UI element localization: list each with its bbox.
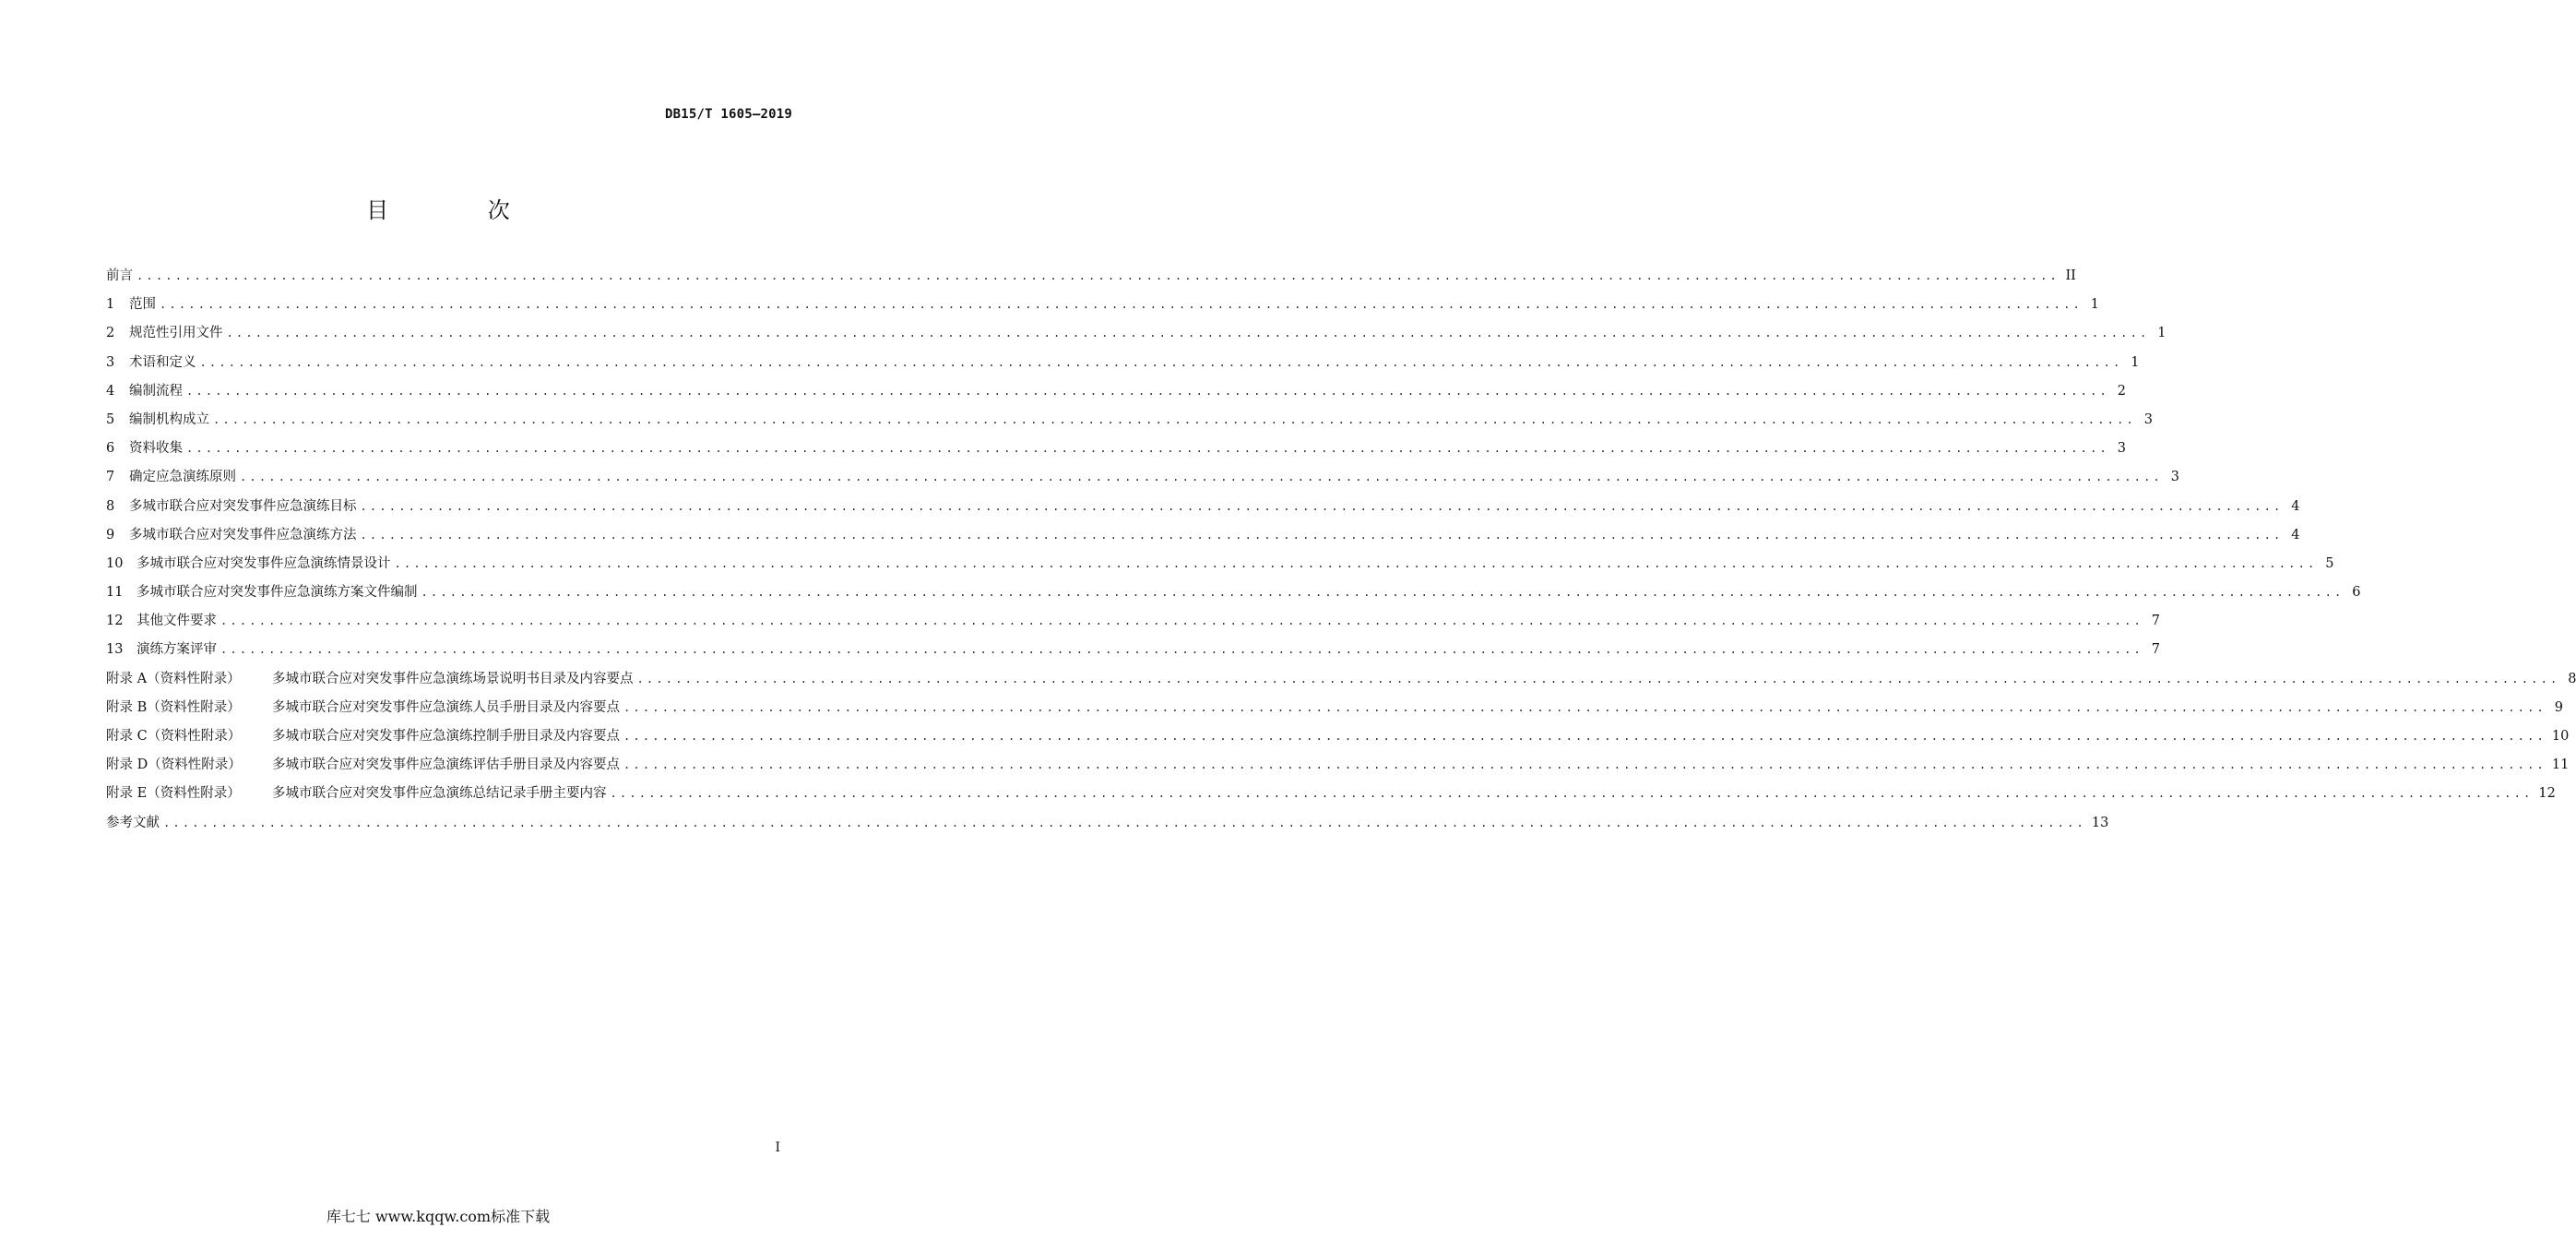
- toc-entry-heading: [106, 782, 607, 802]
- toc-section-number: 10: [106, 555, 124, 571]
- toc-page-number: 3: [2170, 470, 2179, 485]
- toc-leader-dots: ........................................................................................................................................................................................................: [240, 471, 2163, 484]
- toc-entry-title: 多城市联合应对突发事件应急演练方案文件编制: [137, 585, 418, 601]
- toc-section-number: 6: [106, 441, 115, 457]
- toc-entry[interactable]: [106, 668, 2576, 697]
- toc-leader-dots: ........................................................................................................................................................................................................: [226, 327, 2150, 340]
- toc-page-number: 6: [2352, 585, 2361, 601]
- toc-page-number: II: [2065, 268, 2076, 283]
- toc-entry[interactable]: [106, 725, 2570, 754]
- toc-leader-dots: ........................................................................................................................................................................................................: [220, 614, 2143, 628]
- toc-entry-title: 多城市联合应对突发事件应急演练总结记录手册主要内容: [272, 786, 607, 802]
- toc-section-number: 1: [106, 297, 115, 313]
- toc-entry-heading: [106, 352, 196, 371]
- toc-entry-heading: [106, 668, 634, 687]
- toc-entry[interactable]: [106, 697, 2563, 725]
- toc-entry[interactable]: [106, 610, 2160, 638]
- toc-section-number: 2: [106, 326, 115, 341]
- toc-section-number: 11: [106, 585, 124, 601]
- toc-leader-dots: ........................................................................................................................................................................................................: [199, 355, 2123, 369]
- toc-section-number: 12: [106, 614, 124, 629]
- toc-page-number: 3: [2117, 441, 2126, 457]
- table-of-contents: [106, 265, 2576, 841]
- toc-entry[interactable]: [106, 812, 2109, 841]
- toc-leader-dots: ........................................................................................................................................................................................................: [421, 586, 2345, 600]
- toc-entry-heading: [106, 409, 209, 428]
- toc-entry-heading: [106, 380, 183, 399]
- toc-entry-title: 多城市联合应对突发事件应急演练控制手册目录及内容要点: [272, 729, 620, 744]
- toc-entry-heading: [106, 697, 620, 716]
- toc-entry-title: 参考文献: [106, 815, 160, 830]
- toc-entry[interactable]: [106, 553, 2334, 581]
- toc-entry-heading: [106, 495, 357, 515]
- toc-page-number: 9: [2554, 699, 2563, 715]
- toc-entry[interactable]: [106, 782, 2556, 811]
- toc-entry[interactable]: [106, 293, 2099, 322]
- toc-entry-heading: [106, 265, 133, 284]
- toc-entry-title: 编制机构成立: [129, 411, 209, 427]
- toc-leader-dots: ........................................................................................................................................................................................................: [160, 298, 2083, 312]
- toc-entry-title: 多城市联合应对突发事件应急演练人员手册目录及内容要点: [272, 699, 620, 715]
- toc-section-number: 9: [106, 527, 115, 542]
- toc-leader-dots: ........................................................................................................................................................................................................: [220, 643, 2143, 657]
- toc-appendix-label: 附录 B（资料性附录）: [106, 699, 241, 715]
- toc-entry-heading: [106, 466, 236, 485]
- toc-leader-dots: ........................................................................................................................................................................................................: [610, 787, 2534, 801]
- toc-entry-title: 规范性引用文件: [129, 326, 223, 341]
- toc-entry[interactable]: [106, 380, 2126, 409]
- toc-page-number: 7: [2151, 642, 2160, 658]
- toc-leader-dots: ........................................................................................................................................................................................................: [623, 700, 2546, 714]
- toc-page-number: 11: [2551, 757, 2570, 773]
- toc-entry[interactable]: [106, 437, 2126, 466]
- toc-entry-title: 演练方案评审: [137, 642, 217, 658]
- toc-leader-dots: ........................................................................................................................................................................................................: [623, 730, 2546, 743]
- toc-leader-dots: ........................................................................................................................................................................................................: [163, 816, 2086, 829]
- toc-leader-dots: ........................................................................................................................................................................................................: [186, 384, 2109, 398]
- toc-entry-heading: [106, 754, 620, 773]
- toc-title: 目 次: [366, 197, 556, 223]
- toc-entry[interactable]: [106, 524, 2300, 553]
- toc-appendix-label: 附录 E（资料性附录）: [106, 786, 241, 802]
- toc-entry[interactable]: [106, 754, 2570, 782]
- toc-page-number: 3: [2143, 411, 2153, 427]
- toc-section-number: 5: [106, 411, 115, 427]
- toc-entry[interactable]: [106, 466, 2179, 495]
- toc-entry[interactable]: [106, 495, 2300, 524]
- toc-leader-dots: ........................................................................................................................................................................................................: [360, 528, 2284, 542]
- toc-page-number: 2: [2117, 383, 2126, 399]
- toc-section-number: 3: [106, 354, 115, 370]
- toc-entry-heading: [106, 812, 160, 831]
- toc-entry-title: 多城市联合应对突发事件应急演练目标: [129, 498, 357, 514]
- toc-appendix-label: 附录 C（资料性附录）: [106, 729, 242, 744]
- toc-entry-title: 多城市联合应对突发事件应急演练情景设计: [137, 555, 391, 571]
- toc-entry-title: 多城市联合应对突发事件应急演练评估手册目录及内容要点: [272, 757, 620, 773]
- toc-leader-dots: ........................................................................................................................................................................................................: [623, 758, 2546, 772]
- toc-appendix-label: 附录 A（资料性附录）: [106, 671, 241, 686]
- toc-page-number: 8: [2568, 671, 2576, 686]
- toc-page-number: 1: [2090, 297, 2099, 313]
- toc-section-number: 13: [106, 642, 124, 658]
- toc-leader-dots: ........................................................................................................................................................................................................: [394, 556, 2318, 570]
- toc-entry[interactable]: [106, 581, 2361, 610]
- toc-page-number: 1: [2157, 326, 2166, 341]
- toc-entry-title: 多城市联合应对突发事件应急演练方法: [129, 527, 357, 542]
- toc-page-number: 5: [2325, 555, 2334, 571]
- toc-page-number: 13: [2091, 815, 2109, 830]
- toc-page-number: 12: [2538, 786, 2556, 802]
- toc-entry-title: 范围: [129, 297, 156, 313]
- toc-entry-title: 其他文件要求: [137, 614, 217, 629]
- toc-leader-dots: ........................................................................................................................................................................................................: [213, 412, 2136, 426]
- toc-entry[interactable]: [106, 638, 2160, 667]
- toc-section-number: 8: [106, 498, 115, 514]
- toc-entry-heading: [106, 581, 418, 601]
- toc-entry-title: 前言: [106, 268, 133, 283]
- toc-entry-heading: [106, 524, 357, 543]
- toc-entry[interactable]: [106, 352, 2140, 380]
- toc-entry-heading: [106, 553, 391, 572]
- toc-section-number: 7: [106, 470, 115, 485]
- toc-leader-dots: ........................................................................................................................................................................................................: [137, 269, 2060, 282]
- toc-entry-heading: [106, 610, 217, 629]
- toc-appendix-label: 附录 D（资料性附录）: [106, 757, 242, 773]
- toc-entry-title: 编制流程: [129, 383, 183, 399]
- toc-page-number: 1: [2131, 354, 2140, 370]
- toc-entry-heading: [106, 725, 620, 745]
- toc-entry-title: 资料收集: [129, 441, 183, 457]
- toc-section-number: 4: [106, 383, 115, 399]
- toc-entry-title: 确定应急演练原则: [129, 470, 236, 485]
- toc-entry-heading: [106, 437, 183, 457]
- standard-code: DB15/T 1605—2019: [664, 107, 792, 122]
- toc-entry[interactable]: [106, 322, 2166, 351]
- toc-page-number: 4: [2291, 498, 2300, 514]
- page-number: I: [775, 1140, 780, 1155]
- toc-entry-heading: [106, 638, 217, 658]
- toc-leader-dots: ........................................................................................................................................................................................................: [636, 672, 2560, 686]
- toc-page-number: 4: [2291, 527, 2300, 542]
- toc-entry-heading: [106, 322, 223, 341]
- toc-leader-dots: ........................................................................................................................................................................................................: [360, 499, 2284, 513]
- toc-entry[interactable]: [106, 409, 2153, 437]
- toc-entry-title: 多城市联合应对突发事件应急演练场景说明书目录及内容要点: [272, 671, 634, 686]
- toc-leader-dots: ........................................................................................................................................................................................................: [186, 442, 2109, 456]
- toc-page-number: 10: [2551, 729, 2570, 744]
- toc-entry-heading: [106, 293, 156, 313]
- footer-watermark: 库七七 www.kqqw.com标准下载: [326, 1208, 551, 1225]
- toc-entry-title: 术语和定义: [129, 354, 196, 370]
- toc-entry[interactable]: [106, 265, 2076, 293]
- toc-page-number: 7: [2151, 614, 2160, 629]
